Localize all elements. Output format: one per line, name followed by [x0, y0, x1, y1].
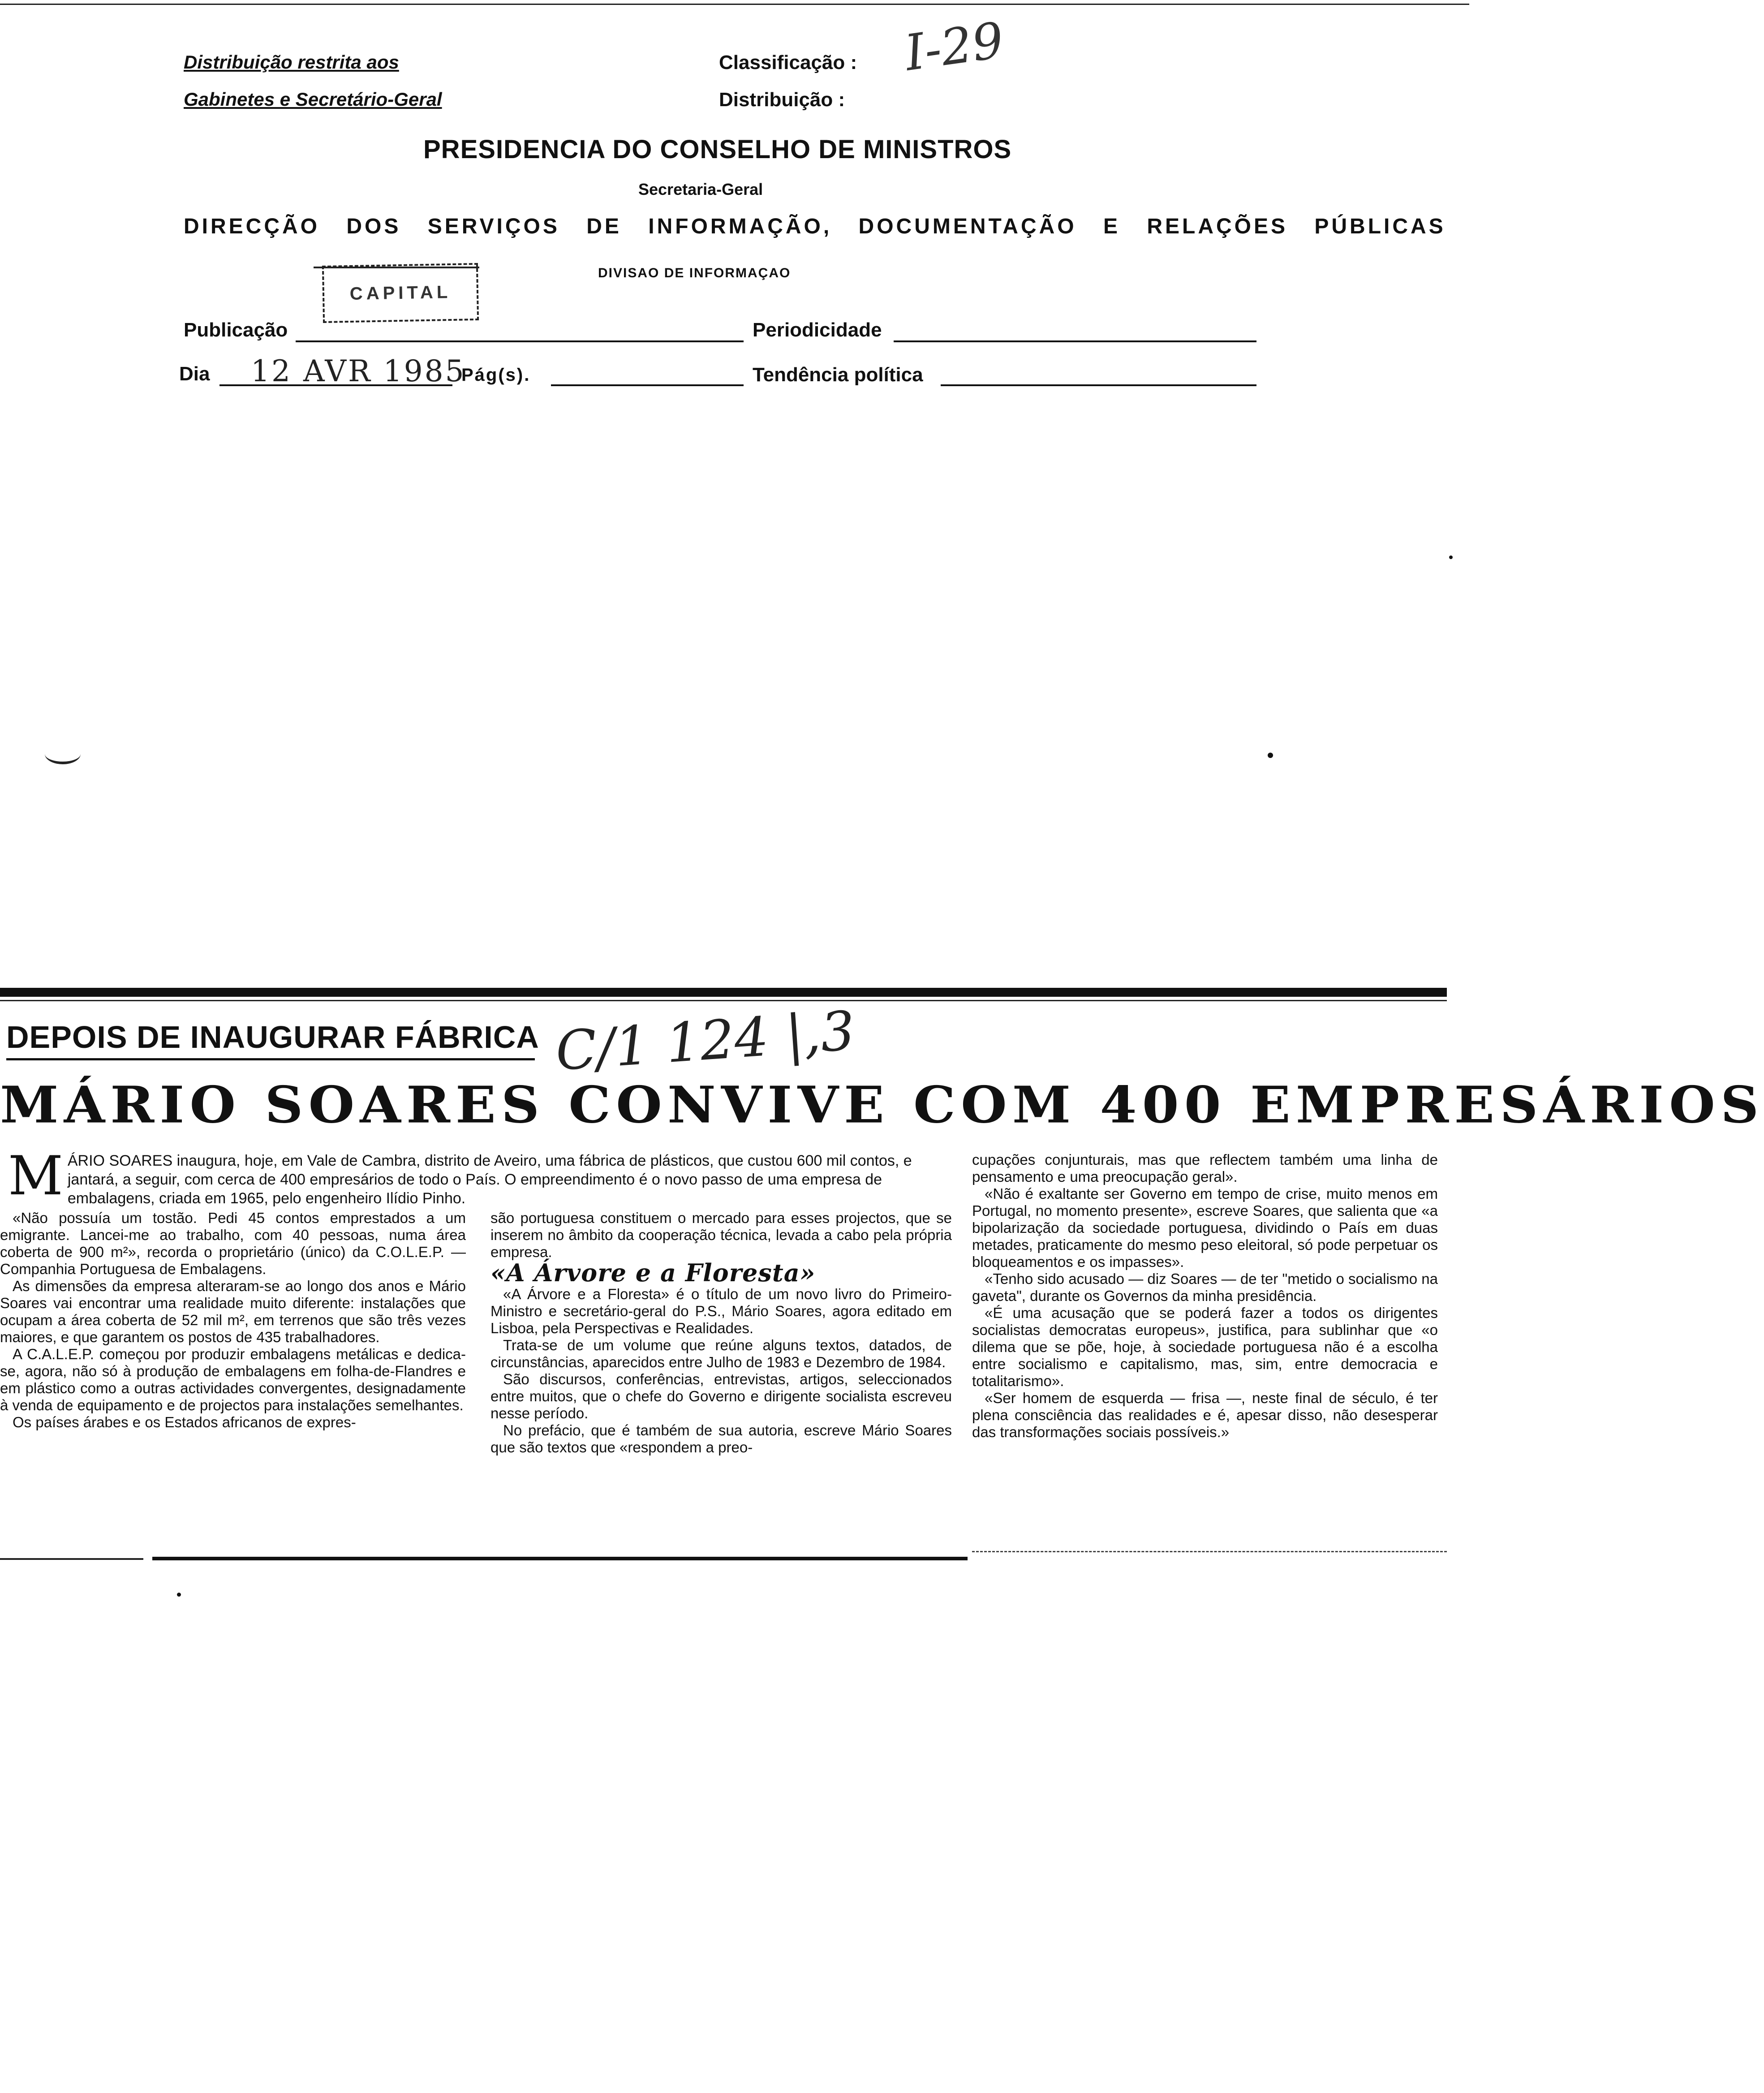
col1-paragraph: «Não possuía um tostão. Pedi 45 contos emprestados a um emigrante. Lancei-me ao trabalho, com 40 pessoas, numa área coberta de 900 m²», recorda o proprietário (único) da C.O.L.E.P. — Companhia Portuguesa de Embalagens.: [0, 1210, 466, 1277]
col2-paragraph: São discursos, conferências, entrevistas, artigos, seleccionados entre muitos, que o chefe do Governo e dirigente socialista escreveu nesse período.: [490, 1371, 952, 1421]
political-tendency-label: Tendência política: [753, 364, 923, 386]
top-border: [0, 4, 1469, 5]
distribution-line-1: Distribuição restrita aos: [184, 52, 399, 73]
handwritten-reference: C/1 124 |,3: [553, 999, 857, 1083]
distribution-label: Distribuição :: [719, 89, 845, 111]
lead-text: ÁRIO SOARES inaugura, hoje, em Vale de Cambra, distrito de Aveiro, uma fábrica de plásticos, que custou 600 mil contos, e jantará, a seguir, com cerca de 400 empresários de todo o País. O empreendimento é o novo passo de uma empresa de embalagens, criada em 1965, pelo engenheiro Ilídio Pinho.: [67, 1152, 912, 1207]
publication-stamp: CAPITAL: [322, 263, 479, 323]
col3-paragraph: «É uma acusação que se poderá fazer a todos os dirigentes socialistas democratas europeus», justifica, para sublinhar que «o dilema que se põe, hoje, à sociedade portuguesa não é a escolha entre socialismo e capitalismo, mas, sim, entre democracia e totalitarismo».: [972, 1305, 1438, 1389]
col3-paragraph: «Não é exaltante ser Governo em tempo de crise, muito menos em Portugal, no momento presente», escreve Soares, que salienta que «a bipolarização da sociedade portuguesa, dividindo o País em duas metades, praticamente do mesmo peso eleitoral, só pode perpetuar os bloqueamentos e os impasses».: [972, 1185, 1438, 1270]
day-label: Dia: [179, 363, 210, 385]
periodicity-label: Periodicidade: [753, 319, 882, 341]
day-value: 12 AVR 1985: [251, 354, 466, 388]
stray-dot: [1449, 556, 1453, 559]
publication-label: Publicação: [184, 319, 288, 341]
col2-paragraph: são portuguesa constituem o mercado para esses projectos, que se inserem no âmbito da cooperação técnica, levada a cabo pela própria empresa.: [490, 1210, 952, 1260]
clipping-bottom-rule: [152, 1557, 968, 1560]
pages-label: Pág(s).: [461, 365, 531, 385]
handwritten-mark: I-29: [901, 11, 1007, 82]
article-subhead: «A Árvore e a Floresta»: [490, 1258, 816, 1287]
stray-dot: [1268, 753, 1273, 758]
stray-curve-mark: [45, 744, 81, 764]
article-lead: [8, 1145, 947, 1208]
directorate-title: DIRECÇÃO DOS SERVIÇOS DE INFORMAÇÃO, DOCUMENTAÇÃO E RELAÇÕES PÚBLICAS: [184, 215, 1446, 238]
article-kicker: DEPOIS DE INAUGURAR FÁBRICA: [6, 1020, 539, 1055]
classification-label: Classificação :: [719, 52, 857, 73]
col2-paragraph: No prefácio, que é também de sua autoria, escreve Mário Soares que são textos que «respondem a preo-: [490, 1422, 952, 1456]
publication-line: [296, 340, 744, 342]
col3-paragraph: «Ser homem de esquerda — frisa —, neste final de século, é ter plena consciência das realidades e é, apesar disso, não desesperar das transformações sociais possíveis.»: [972, 1390, 1438, 1440]
clipping-top-hairline: [0, 1000, 1447, 1001]
clipping-bottom-left-stub: [0, 1558, 143, 1560]
secretariat-title: Secretaria-Geral: [638, 180, 763, 198]
article-headline: MÁRIO SOARES CONVIVE COM 400 EMPRESÁRIOS: [0, 1075, 1764, 1135]
political-tendency-line: [941, 384, 1256, 386]
clipping-top-rule: [0, 988, 1447, 997]
kicker-underline: [6, 1058, 535, 1060]
periodicity-line: [894, 340, 1256, 342]
col2-paragraph: Trata-se de um volume que reúne alguns textos, datados, de circunstâncias, aparecidos entre Julho de 1983 e Dezembro de 1984.: [490, 1337, 952, 1370]
col1-paragraph: A C.A.L.E.P. começou por produzir embalagens metálicas e dedica-se, agora, não só à produção de embalagens em folha-de-Flandres e em plástico como a outras actividades convergentes, designadamente à venda de equipamento e de projectos para instalações semelhantes.: [0, 1346, 466, 1413]
article-column-3: [972, 1151, 1438, 1441]
col1-paragraph: As dimensões da empresa alteraram-se ao longo dos anos e Mário Soares vai encontrar uma realidade muito diferente: instalações que ocupam a área coberta de 52 mil m², em terrenos que são três vezes maiores, e que garantem os postos de 435 trabalhadores.: [0, 1278, 466, 1345]
ministry-title: PRESIDENCIA DO CONSELHO DE MINISTROS: [423, 135, 1012, 164]
article-column-1: [0, 1210, 466, 1431]
clipping-bottom-dashes: [972, 1551, 1447, 1552]
lead-dropcap: M: [8, 1145, 63, 1207]
col3-paragraph: «Tenho sido acusado — diz Soares — de ter "metido o socialismo na gaveta", durante os Governos da minha presidência.: [972, 1270, 1438, 1304]
col3-paragraph: cupações conjunturais, mas que reflectem também uma linha de pensamento e uma preocupação geral».: [972, 1151, 1438, 1185]
pages-line: [551, 384, 744, 386]
col2-paragraph: «A Árvore e a Floresta» é o título de um novo livro do Primeiro-Ministro e secretário-geral do P.S., Mário Soares, agora editado em Lisboa, pela Perspectivas e Realidades.: [490, 1286, 952, 1336]
article-column-2: [490, 1210, 952, 1456]
col1-paragraph: Os países árabes e os Estados africanos de expres-: [13, 1414, 356, 1430]
distribution-line-2: Gabinetes e Secretário-Geral: [184, 89, 442, 110]
stray-dot: [177, 1593, 181, 1597]
division-title: DIVISAO DE INFORMAÇAO: [598, 266, 791, 280]
